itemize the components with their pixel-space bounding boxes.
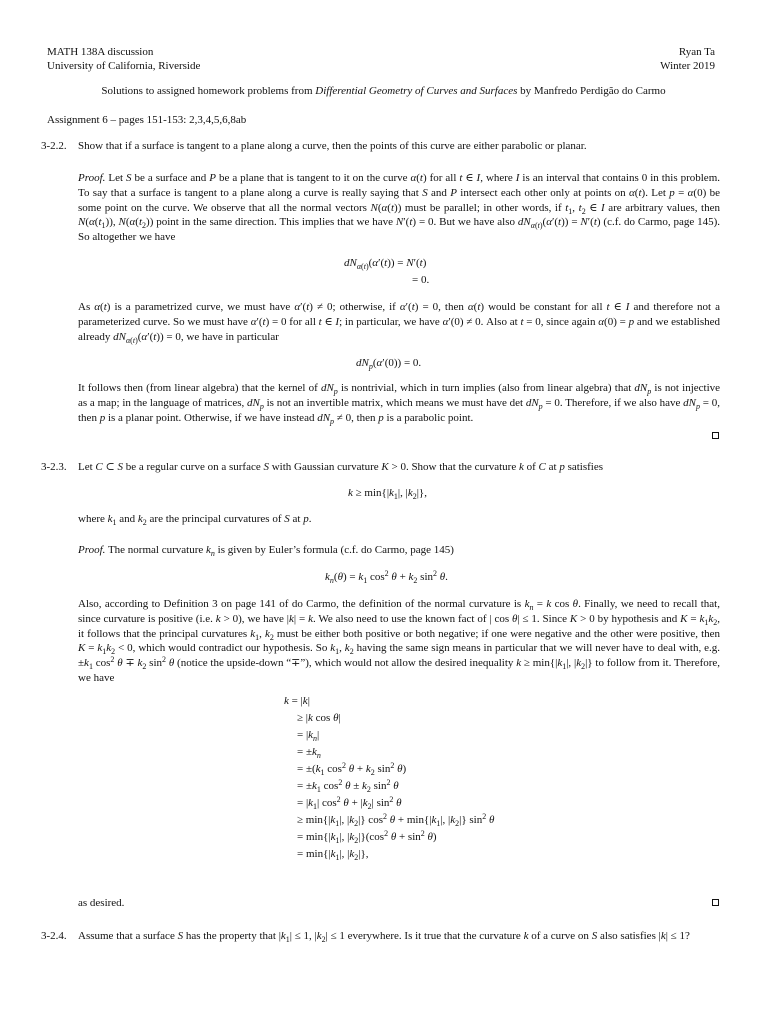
equation: $dN_p(\alpha'(0)) = 0$. — [356, 357, 422, 371]
equation: $dN_{\alpha(t)}(\alpha'(t)) = N'(t)$ — [344, 257, 427, 271]
equation: $k \ge \min\{|k_1|$, $|k_2|$}, — [348, 487, 427, 501]
proof-label: Proof. — [78, 172, 106, 184]
equation: = 0. — [412, 274, 430, 286]
proof-paragraph: As α(t) is a parametrized curve, we must have α′(t) ≠ 0; otherwise, if α′(t) = 0, then α(t) would be constant for all t ∈ I and therefore not a parameterized curve. So we must have α′(t) = 0 for all t ∈ I; in particular, we have α′(0) ≠ 0. Also at t = 0, since again α(0) = p and we established already $dN_{\alpha(t)}(\alpha'(t)) = 0$, we have in particular — [78, 301, 721, 345]
book-title: Differential Geometry of Curves and Surfaces — [315, 85, 518, 97]
problem-number: 3-2.2. — [41, 140, 67, 152]
problem-number: 3-2.4. — [41, 930, 67, 942]
problem-statement: Assume that a surface S has the property that $|k_1| \le 1$, $|k_2| \le 1$ everywhere. Is it true that the curvature k of a curve on S also satisfies |k| ≤ 1? — [78, 930, 690, 944]
header-left — [47, 45, 200, 73]
assignment-line: Assignment 6 – pages 151-153: 2,3,4,5,6,8ab — [47, 114, 247, 126]
proof-paragraph: Also, according to Definition 3 on page 141 of do Carmo, the definition of the normal curvature is $k_n = k$ cos θ. Finally, we need to recall that, since curvature is positive (i.e. k > 0), we have |k| = k. We also need to use the known fact of | cos θ| ≤ 1. Since K > 0 by hypothesis and $K = k_1k_2$, it follows that the principal curvatures $k_1$, $k_2$ must be either both positive or both negative; if one were negative and the other were positive, then $K = k_1k_2 < 0$, which would contradict our hypothesis. So $k_1$, $k_2$ having the same sign means in particular that we will never have to deal with, e.g. $\pm k_1$ $\cos^2 \theta \mp k_2$ $\sin^2 \theta$ (notice the upside-down “∓”), which would not allow the desired inequality $k \ge \min\{|k_1|$, $|k_2|$} to follow from it. Therefore, we have — [78, 598, 721, 684]
problem-statement: Let C ⊂ S be a regular curve on a surface S with Gaussian curvature K > 0. Show that the curvature k of C at p satisfies — [78, 461, 604, 473]
qed-square-icon — [712, 432, 719, 439]
equation: $k_n(\theta) = k_1$ $\cos^2 \theta + k_2$ $\sin^2 \theta$. — [325, 569, 448, 585]
problem-number: 3-2.3. — [41, 461, 67, 473]
qed-square-icon — [712, 899, 719, 906]
proof-paragraph: It follows then (from linear algebra) that the kernel of $dN_p$ is nontrivial, which in turn implies (also from linear algebra) that $dN_p$ is not injective as a map; in the language of matrices, $dN_p$ is not an invertible matrix, which means we must have $\det dN_p = 0$. Therefore, if we also have $dN_p = 0$, then p is a planar point. Otherwise, if we have instead $dN_p \ne 0$, then p is a parabolic point. — [78, 382, 721, 426]
author-name: Ryan Ta — [678, 46, 715, 58]
proof-paragraph: Proof. Let S be a surface and P be a plane that is tangent to it on the curve α(t) for all t ∈ I, where I is an interval that contains 0 in this problem. To say that a surface is tangent to a plane along a curve is really saying that S and P intersect each other only at points on α(t). Let p = α(0) be some point on the curve. We observe that all the normal vectors N(α(t)) must be parallel; in other words, if $t_1$, $t_2$ ∈ I are arbitrary values, then $N(\alpha(t_1))$, $N(\alpha(t_2))$ point in the same direction. This implies that we have N′(t) = 0. But we have also $dN_{\alpha(t)}(\alpha'(t)) = N'(t)$ (c.f. do Carmo, page 145). So altogether we have — [78, 172, 721, 244]
equation-chain: k = |k| ≥ |k cos θ| = $|k_n|$ = $\pm k_n$ = $\pm(k_1$ $\cos^2 \theta + k_2$ $\sin^2 \theta$) = $\pm k_1$ $\cos^2 \theta \pm k_2$ $\sin^2 \theta$ = $|k_1|$ $\cos^2 \theta + |k_2|$ $\sin^2 \theta$ ≥ $\min\{|k_1|$, $|k_2|$} $\cos^2 \theta + \min\{|k_1|$, $|k_2|$} $\sin^2 \theta$ = $\min\{|k_1|$, $|k_2|\}(\cos^2$ $\theta + \sin^2 \theta$) = $\min\{|k_1|$, $|k_2|$}, — [284, 695, 495, 862]
term-name: Winter 2019 — [660, 60, 715, 72]
proof-paragraph: Proof. The normal curvature $k_n$ is given by Euler’s formula (c.f. do Carmo, page 145) — [78, 544, 454, 558]
conclusion-text: as desired. — [78, 897, 125, 909]
university-name: University of California, Riverside — [47, 60, 201, 72]
header-right — [660, 45, 715, 73]
document-title: Solutions to assigned homework problems from Differential Geometry of Curves and Surfaces by Manfredo Perdigão do Carmo — [101, 85, 666, 97]
problem-statement: Show that if a surface is tangent to a plane along a curve, then the points of this curve are either parabolic or planar. — [78, 140, 587, 152]
course-name: MATH 138A discussion — [47, 46, 154, 58]
problem-note: where $k_1$ and $k_2$ are the principal curvatures of S at p. — [78, 513, 312, 527]
